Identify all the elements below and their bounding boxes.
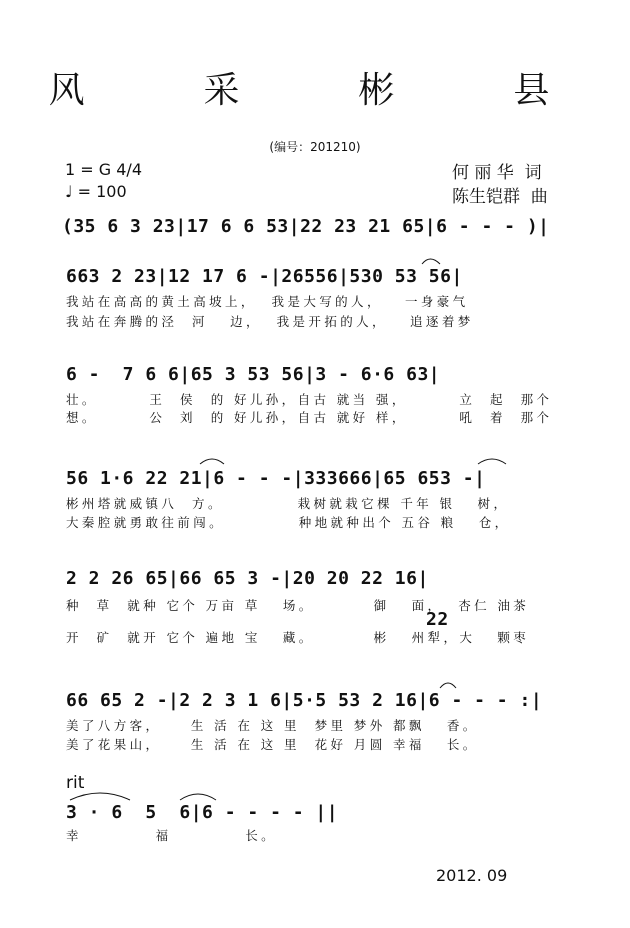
system3-lyrics-verse1: 彬州塔就威镇八 方。 栽树就栽它棵 千年 银 树， <box>66 496 510 511</box>
coda-lyrics: 幸 福 长。 <box>66 828 278 843</box>
system2-lyrics-verse1: 壮。 王 侯 的 好儿孙，自古 就当 强， 立 起 那个 <box>66 392 553 407</box>
system5-lyrics-verse2: 美了花果山， 生 活 在 这 里 花好 月圆 幸福 长。 <box>66 737 479 752</box>
system4-lyrics-verse2: 开 矿 就开 它个 遍地 宝 藏。 彬 州犁，大 颗枣 <box>66 630 530 645</box>
system1-lyrics-verse1: 我站在高高的黄土高坡上， 我是大写的人， 一身豪气 <box>66 294 469 309</box>
slur <box>422 259 440 264</box>
lyricist-credit: 何 丽 华 词 <box>452 163 542 183</box>
system4-alt-notes: 22 <box>426 609 449 630</box>
system4-lyrics-verse1: 种 草 就种 它个 万亩 草 场。 御 面， 杏仁 油茶 <box>66 598 530 613</box>
system5-lyrics-verse1: 美了八方客， 生 活 在 这 里 梦里 梦外 都飘 香。 <box>66 718 479 733</box>
system1-notes: 663 2 23|12 17 6 -|26556|530 53 56| <box>66 266 463 287</box>
song-title: 风 采 彬 县 <box>48 70 582 111</box>
composer-credit: 陈生铠群 曲 <box>452 187 548 207</box>
slur <box>440 683 456 688</box>
slur <box>180 794 216 800</box>
slur <box>70 793 130 800</box>
slur <box>478 459 506 464</box>
key-signature: 1 = G 4/4 <box>65 160 142 179</box>
slur <box>200 459 224 464</box>
system3-notes: 56 1·6 22 21|6 - - -|333666|65 653 -| <box>66 468 486 489</box>
system5-notes: 66 65 2 -|2 2 3 1 6|5·5 53 2 16|6 - - - :| <box>66 690 543 711</box>
ritardando-marking: rit <box>66 773 85 793</box>
score-code: (编号：201210) <box>269 140 361 154</box>
system1-lyrics-verse2: 我站在奔腾的泾 河 边， 我是开拓的人， 追逐着梦 <box>66 314 474 329</box>
intro-notes: (35 6 3 23|17 6 6 53|22 23 21 65|6 - - - )| <box>62 216 550 237</box>
date-stamp: 2012. 09 <box>436 866 508 885</box>
tempo-marking: ♩ = 100 <box>65 182 127 201</box>
system2-lyrics-verse2: 想。 公 刘 的 好儿孙，自古 就好 样， 吼 着 那个 <box>66 410 553 425</box>
system3-lyrics-verse2: 大秦腔就勇敢往前闯。 种地就种出个 五谷 粮 仓， <box>66 515 511 530</box>
system2-notes: 6 - 7 6 6|65 3 53 56|3 - 6·6 63| <box>66 364 441 385</box>
system4-notes: 2 2 26 65|66 65 3 -|20 20 22 16| <box>66 568 429 589</box>
coda-notes: 3 · 6 5 6|6 - - - - || <box>66 802 339 823</box>
